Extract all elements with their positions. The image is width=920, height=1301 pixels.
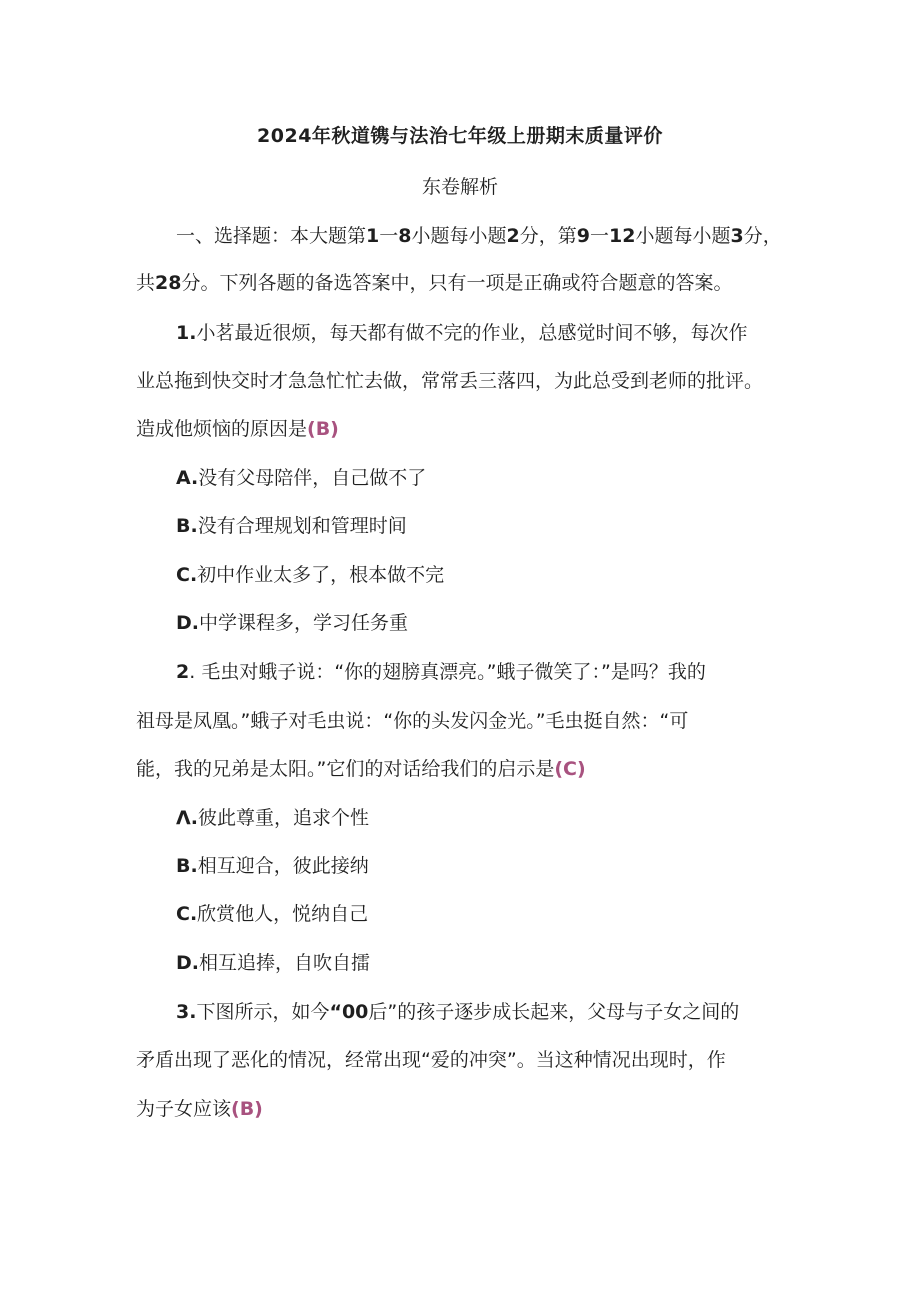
option-d — [176, 948, 370, 975]
question-3-line-3 — [136, 1094, 263, 1121]
option-key: C. — [176, 564, 198, 586]
question-number: 1. — [176, 322, 197, 344]
option-text: 相互迎合，彼此接纳 — [197, 855, 369, 877]
question-2-line-1 — [176, 657, 706, 684]
text: 小题每小题 — [635, 225, 731, 247]
text: 一 — [379, 225, 399, 247]
section-instructions-line-1 — [176, 221, 782, 248]
question-text-bold: “00 — [329, 1001, 369, 1023]
question-text: . 毛虫对蛾子说：“你的翅膀真漂亮。”蛾子微笑了：”是吗？我的 — [189, 661, 706, 683]
answer-badge: (B) — [307, 418, 339, 440]
option-text: 欣赏他人，悦纳自己 — [197, 903, 369, 925]
question-3-line-1 — [176, 997, 739, 1024]
text: 分，第 — [519, 225, 577, 247]
question-text: 下图所示，如今 — [196, 1001, 330, 1023]
text: 一 — [590, 225, 610, 247]
question-2-line-2: 祖母是凤凰。”蛾子对毛虫说：“你的头发闪金光。”毛虫挺自然：“可 — [136, 710, 689, 732]
question-text: 能，我的兄弟是太阳。”它们的对话给我们的启示是 — [136, 758, 555, 780]
question-1-line-1 — [176, 318, 747, 345]
number: 3 — [730, 225, 744, 247]
number: 1 — [366, 225, 380, 247]
option-key: D. — [176, 952, 199, 974]
option-key: C. — [176, 903, 198, 925]
option-d — [176, 608, 408, 635]
question-1-line-3 — [136, 414, 339, 441]
option-c — [176, 899, 368, 926]
option-text: 初中作业太多了，根本做不完 — [197, 564, 445, 586]
option-b — [176, 851, 369, 878]
option-key: D. — [176, 612, 199, 634]
text: 分。下列各题的备选答案中，只有一项是正确或符合题意的答案。 — [181, 272, 733, 294]
text: 小题每小题 — [411, 225, 507, 247]
question-1-line-2: 业总拖到快交时才急急忙忙去做，常常丢三落四，为此总受到老师的批评。 — [136, 370, 764, 392]
question-number: 2 — [176, 661, 190, 683]
question-2-line-3 — [136, 754, 586, 781]
question-number: 3. — [176, 1001, 197, 1023]
option-key: Λ. — [176, 807, 198, 829]
option-text: 没有父母陪伴，自己做不了 — [198, 467, 427, 489]
number: 28 — [155, 272, 182, 294]
option-key: B. — [176, 515, 198, 537]
number: 8 — [398, 225, 412, 247]
number: 12 — [609, 225, 636, 247]
option-text: 没有合理规划和管理时间 — [197, 515, 407, 537]
number: 2 — [506, 225, 520, 247]
option-c — [176, 560, 444, 587]
option-key: A. — [176, 467, 199, 489]
question-text: 后”的孩子逐步成长起来，父母与子女之间的 — [368, 1001, 740, 1023]
question-text: 小茗最近很烦，每天都有做不完的作业，总感觉时间不够，每次作 — [196, 322, 748, 344]
question-text: 造成他烦恼的原因是 — [136, 418, 308, 440]
text: 一、选择题：本大题第 — [176, 225, 367, 247]
question-3-line-2: 矛盾出现了恶化的情况，经常出现“爱的冲突”。当这种情况出现时，作 — [136, 1049, 726, 1071]
section-instructions-line-2 — [136, 268, 732, 295]
option-a — [176, 463, 426, 490]
option-key: B. — [176, 855, 198, 877]
document-title: 2024年秋道镌与法治七年级上册期末质量评价 — [257, 125, 663, 147]
option-a — [176, 803, 369, 830]
text: 共 — [136, 272, 156, 294]
option-text: 相互追捧，自吹自擂 — [199, 952, 371, 974]
question-text: 为子女应该 — [136, 1098, 232, 1120]
option-text: 中学课程多，学习任务重 — [199, 612, 409, 634]
number: 9 — [576, 225, 590, 247]
answer-badge: (C) — [554, 758, 586, 780]
document-subtitle: 东卷解析 — [421, 176, 498, 198]
text: 分， — [743, 225, 782, 247]
option-b — [176, 511, 407, 538]
answer-badge: (B) — [231, 1098, 263, 1120]
option-text: 彼此尊重，追求个性 — [197, 807, 369, 829]
